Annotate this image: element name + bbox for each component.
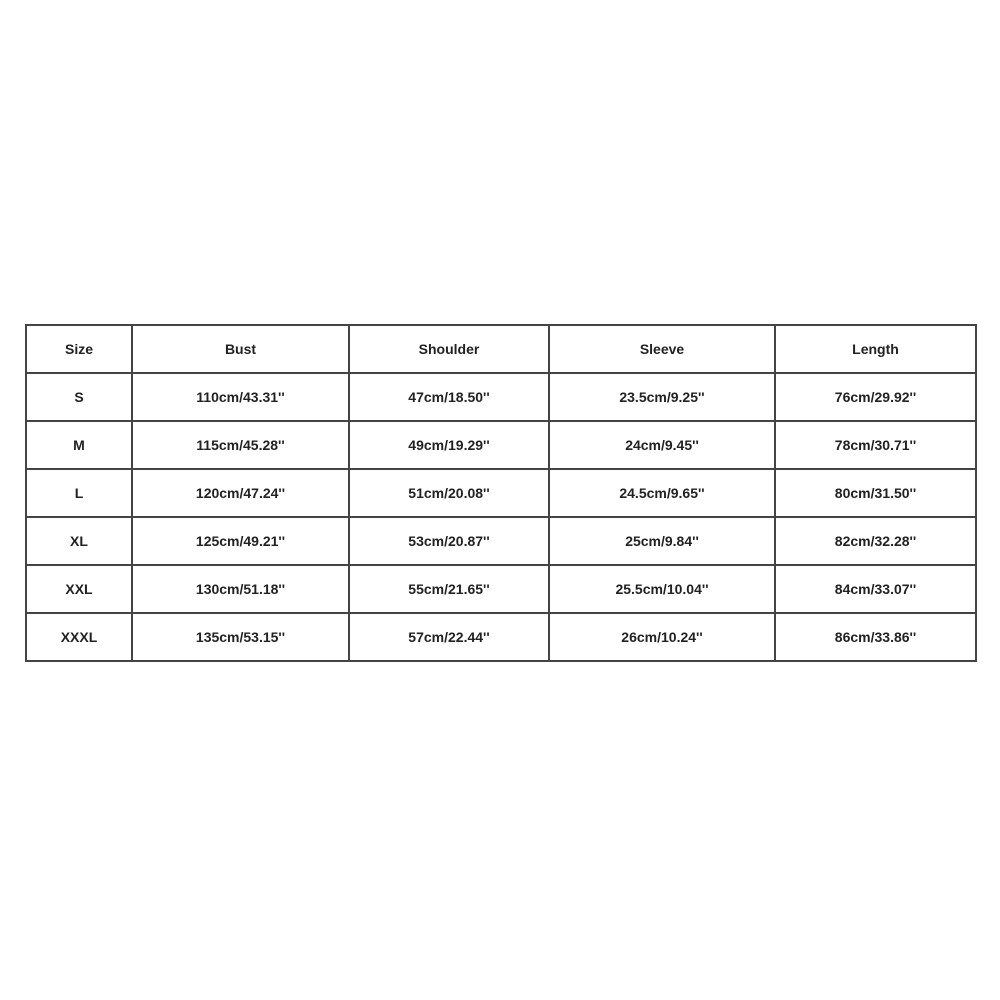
table-row bbox=[26, 373, 976, 421]
table-row bbox=[26, 613, 976, 661]
length-cell: 82cm/32.28'' bbox=[775, 517, 976, 565]
shoulder-cell: 57cm/22.44'' bbox=[349, 613, 549, 661]
sleeve-cell: 25cm/9.84'' bbox=[549, 517, 775, 565]
length-cell: 76cm/29.92'' bbox=[775, 373, 976, 421]
size-cell: M bbox=[26, 421, 132, 469]
size-cell: L bbox=[26, 469, 132, 517]
size-chart-table bbox=[25, 324, 977, 662]
shoulder-cell: 55cm/21.65'' bbox=[349, 565, 549, 613]
length-cell: 86cm/33.86'' bbox=[775, 613, 976, 661]
table-row bbox=[26, 565, 976, 613]
length-cell: 80cm/31.50'' bbox=[775, 469, 976, 517]
sleeve-cell: 23.5cm/9.25'' bbox=[549, 373, 775, 421]
table-row bbox=[26, 517, 976, 565]
bust-cell: 125cm/49.21'' bbox=[132, 517, 349, 565]
bust-cell: 130cm/51.18'' bbox=[132, 565, 349, 613]
size-cell: XXL bbox=[26, 565, 132, 613]
sleeve-cell: 24.5cm/9.65'' bbox=[549, 469, 775, 517]
size-cell: S bbox=[26, 373, 132, 421]
header-length: Length bbox=[775, 325, 976, 373]
length-cell: 78cm/30.71'' bbox=[775, 421, 976, 469]
bust-cell: 135cm/53.15'' bbox=[132, 613, 349, 661]
sleeve-cell: 24cm/9.45'' bbox=[549, 421, 775, 469]
shoulder-cell: 53cm/20.87'' bbox=[349, 517, 549, 565]
header-shoulder: Shoulder bbox=[349, 325, 549, 373]
header-bust: Bust bbox=[132, 325, 349, 373]
bust-cell: 120cm/47.24'' bbox=[132, 469, 349, 517]
bust-cell: 110cm/43.31'' bbox=[132, 373, 349, 421]
header-size: Size bbox=[26, 325, 132, 373]
size-cell: XXXL bbox=[26, 613, 132, 661]
size-cell: XL bbox=[26, 517, 132, 565]
shoulder-cell: 51cm/20.08'' bbox=[349, 469, 549, 517]
table-row bbox=[26, 421, 976, 469]
sleeve-cell: 26cm/10.24'' bbox=[549, 613, 775, 661]
header-sleeve: Sleeve bbox=[549, 325, 775, 373]
shoulder-cell: 49cm/19.29'' bbox=[349, 421, 549, 469]
length-cell: 84cm/33.07'' bbox=[775, 565, 976, 613]
shoulder-cell: 47cm/18.50'' bbox=[349, 373, 549, 421]
table-row bbox=[26, 469, 976, 517]
bust-cell: 115cm/45.28'' bbox=[132, 421, 349, 469]
table-header-row bbox=[26, 325, 976, 373]
sleeve-cell: 25.5cm/10.04'' bbox=[549, 565, 775, 613]
